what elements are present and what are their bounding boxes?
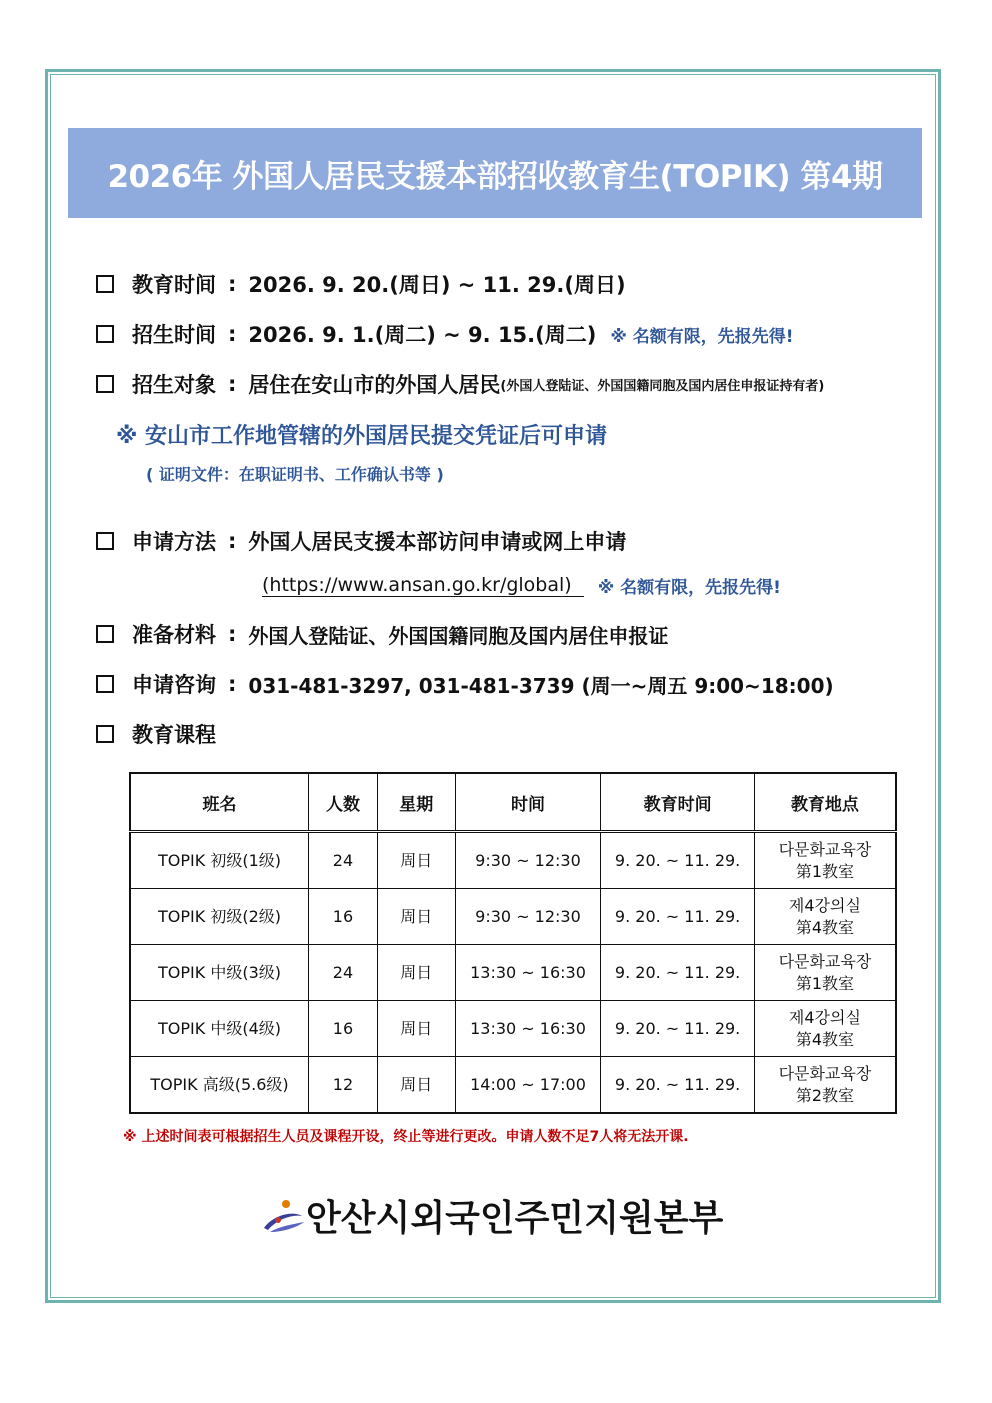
colon: : [228, 322, 237, 346]
checkbox-icon [96, 675, 114, 693]
colon: : [228, 529, 237, 553]
header-weekday: 星期 [377, 773, 455, 832]
location-room: 第1教室 [795, 973, 855, 993]
item-edu-time [96, 268, 626, 300]
location-venue: 다문화교육장 [778, 1063, 872, 1083]
location-room: 第1教室 [795, 861, 855, 881]
location-cell [754, 1001, 896, 1057]
time-cell: 14:00 ~ 17:00 [455, 1057, 601, 1114]
checkbox-icon [96, 625, 114, 643]
org-name: 안산시외국인주민지원본부 [306, 1198, 724, 1239]
item-course [96, 718, 216, 750]
colon: : [228, 272, 237, 296]
checkbox-icon [96, 375, 114, 393]
count-cell: 24 [309, 832, 378, 889]
apply-url-row [262, 573, 781, 598]
table-row [130, 832, 896, 889]
time-cell: 9:30 ~ 12:30 [455, 832, 601, 889]
time-cell: 9:30 ~ 12:30 [455, 889, 601, 945]
header-class-name: 班名 [130, 773, 309, 832]
schedule-footnote: ※ 上述时间表可根据招生人员及课程开设，终止等进行更改。申请人数不足7人将无法开课. [123, 1129, 689, 1145]
checkbox-icon [96, 725, 114, 743]
header-location: 教育地点 [754, 773, 896, 832]
item-apply-method [96, 525, 626, 557]
checkbox-icon [96, 532, 114, 550]
item-materials [96, 618, 668, 650]
item-value: 外国人登陆证、外国国籍同胞及国内居住申报证 [248, 623, 669, 648]
item-label: 教育课程 [132, 723, 216, 747]
location-cell [754, 832, 896, 889]
item-detail: (外国人登陆证、外国国籍同胞及国内居住申报证持有者) [500, 378, 825, 394]
table-row [130, 1001, 896, 1057]
apply-url-link[interactable]: (https://www.ansan.go.kr/global) [262, 574, 584, 597]
location-room: 第4教室 [795, 917, 855, 937]
item-inquiry [96, 668, 834, 700]
limited-seats-note: ※ 名额有限，先报先得! [597, 578, 781, 598]
time-cell: 13:30 ~ 16:30 [455, 945, 601, 1001]
time-cell: 13:30 ~ 16:30 [455, 1001, 601, 1057]
page-title: 2026年 外国人居民支援本部招收教育生(TOPIK) 第4期 [107, 158, 883, 195]
location-venue: 다문화교육장 [778, 951, 872, 971]
colon: : [228, 622, 237, 646]
title-banner [68, 128, 922, 218]
count-cell: 12 [309, 1057, 378, 1114]
item-label: 申请方法 [132, 530, 216, 554]
table-row [130, 889, 896, 945]
count-cell: 16 [309, 1001, 378, 1057]
location-room: 第4教室 [795, 1029, 855, 1049]
class-name-cell: TOPIK 初级(2级) [130, 889, 309, 945]
header-time: 时间 [455, 773, 601, 832]
checkbox-icon [96, 275, 114, 293]
item-label: 申请咨询 [132, 673, 216, 697]
target-note: ※ 安山市工作地管辖的外国居民提交凭证后可申请 [116, 424, 608, 449]
class-name-cell: TOPIK 中级(4级) [130, 1001, 309, 1057]
header-count: 人数 [309, 773, 378, 832]
period-cell: 9. 20. ~ 11. 29. [601, 1057, 755, 1114]
location-venue: 제4강의실 [788, 895, 861, 915]
org-logo [262, 1190, 723, 1241]
item-value: 2026. 9. 1.(周二) ~ 9. 15.(周二) [248, 323, 597, 347]
location-cell [754, 945, 896, 1001]
item-label: 准备材料 [132, 623, 216, 647]
org-emblem-icon [262, 1196, 306, 1236]
item-target [96, 368, 824, 400]
limited-seats-note: ※ 名额有限，先报先得! [610, 326, 794, 347]
weekday-cell: 周日 [377, 889, 455, 945]
location-venue: 제4강의실 [788, 1007, 861, 1027]
period-cell: 9. 20. ~ 11. 29. [601, 1001, 755, 1057]
location-cell [754, 1057, 896, 1114]
item-value: 外国人居民支援本部访问申请或网上申请 [248, 530, 627, 554]
weekday-cell: 周日 [377, 1001, 455, 1057]
period-cell: 9. 20. ~ 11. 29. [601, 889, 755, 945]
period-cell: 9. 20. ~ 11. 29. [601, 832, 755, 889]
location-room: 第2教室 [795, 1085, 855, 1105]
item-value: 031-481-3297, 031-481-3739 (周一~周五 9:00~18:00) [248, 673, 834, 698]
item-recruit-time [96, 318, 794, 350]
weekday-cell: 周日 [377, 945, 455, 1001]
table-header-row [130, 773, 896, 832]
count-cell: 24 [309, 945, 378, 1001]
header-period: 教育时间 [601, 773, 755, 832]
item-label: 招生对象 [132, 373, 216, 397]
item-label: 教育时间 [132, 273, 216, 297]
target-note-sub: ( 证明文件：在职证明书、工作确认书等 ) [146, 465, 444, 484]
table-row [130, 1057, 896, 1114]
location-venue: 다문화교육장 [778, 839, 872, 859]
period-cell: 9. 20. ~ 11. 29. [601, 945, 755, 1001]
checkbox-icon [96, 325, 114, 343]
count-cell: 16 [309, 889, 378, 945]
colon: : [228, 672, 237, 696]
class-name-cell: TOPIK 初级(1级) [130, 832, 309, 889]
item-value: 2026. 9. 20.(周日) ~ 11. 29.(周日) [248, 273, 626, 297]
course-table [129, 772, 897, 1114]
class-name-cell: TOPIK 中级(3级) [130, 945, 309, 1001]
weekday-cell: 周日 [377, 1057, 455, 1114]
weekday-cell: 周日 [377, 832, 455, 889]
item-value: 居住在安山市的外国人居民 [248, 373, 501, 397]
colon: : [228, 372, 237, 396]
class-name-cell: TOPIK 高级(5.6级) [130, 1057, 309, 1114]
location-cell [754, 889, 896, 945]
table-row [130, 945, 896, 1001]
item-label: 招生时间 [132, 323, 216, 347]
